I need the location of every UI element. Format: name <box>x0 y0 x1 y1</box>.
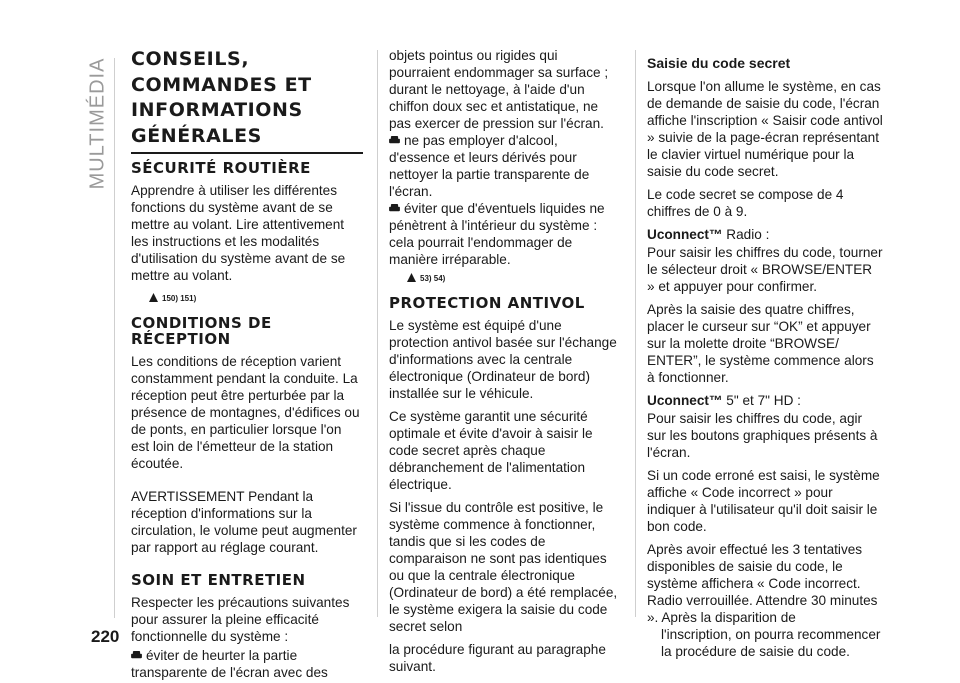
list-item <box>131 647 363 664</box>
list-item-text: ne pas employer d'alcool, d'essence et leurs dérivés pour nettoyer la partie transparente de l'écran. <box>389 133 590 199</box>
paragraph-radio: Pour saisir les chiffres du code, tourner le sélecteur droit « BROWSE/ENTER » et appuyer pour confirmer. <box>647 245 883 294</box>
main-title-line: CONSEILS, <box>131 48 250 70</box>
paragraph-apres: Après la saisie des quatre chiffres, placer le curseur sur “OK” et appuyer sur la molette droite “BROWSE/ ENTER”, le système commence alors à fonctionner. <box>647 302 874 385</box>
paragraph-tentatives: Après avoir effectué les 3 tentatives disponibles de saisie du code, le système affichera « Code incorrect. Radio verrouillée. Attendre 30 minutes ». Après la disparition de <box>647 542 878 625</box>
paragraph-saisie-2: Le code secret se compose de 4 chiffres de 0 à 9. <box>647 187 844 219</box>
heading-securite: SÉCURITÉ ROUTIÈRE <box>131 158 311 177</box>
main-title-line: GÉNÉRALES <box>131 124 262 147</box>
paragraph-saisie-1: Lorsque l'on allume le système, en cas de demande de saisie du code, l'écran affiche l'inscription « Saisir code antivol » suivie de la page-écran représentant le clavier virtuel numérique pour la saisie du code secret. <box>647 79 883 179</box>
paragraph-continued: objets pointus ou rigides qui pourraient endommager sa surface ; durant le nettoyage, à l'aide d'un chiffon doux sec et antistatique, ne pas exercer de pression sur l'écran. <box>389 48 609 131</box>
column-3 <box>647 55 883 666</box>
uconnect-variant: 5" et 7" HD : <box>722 393 801 408</box>
page-number: 220 <box>91 627 120 646</box>
list-item-text: éviter que d'éventuels liquides ne pénètrent à l'intérieur du système : cela pourrait l'endommager de manière irréparable. <box>389 201 605 267</box>
heading-soin: SOIN ET ENTRETIEN <box>131 570 306 589</box>
chapter-tab-label: MULTIMÉDIA <box>86 57 109 189</box>
subheading-uconnect-hd <box>647 392 883 409</box>
car-bullet-icon <box>389 136 400 145</box>
subheading-uconnect-radio <box>647 226 883 243</box>
heading-conditions-2: RÉCEPTION <box>131 329 231 348</box>
list-item <box>389 132 621 200</box>
list-item-text: éviter de heurter la partie <box>146 647 298 663</box>
reference-numbers: 53) 54) <box>420 274 446 283</box>
reference-numbers: 150) 151) <box>162 293 197 303</box>
heading-saisie: Saisie du code secret <box>647 55 791 71</box>
paragraph-antivol-2: Ce système garantit une sécurité optimale et évite d'avoir à saisir le code secret après chaque débranchement de l'alimentation électrique. <box>389 409 593 492</box>
list-item <box>389 200 621 268</box>
paragraph-conditions: Les conditions de réception varient constamment pendant la conduite. La réception peut être perturbée par la présence de montagnes, d'édifices ou de ponts, en particulier lorsque l'on est loin de l'émetteur de la station écoutée. <box>131 353 360 471</box>
uconnect-variant: Radio : <box>722 227 770 242</box>
uconnect-brand: Uconnect™ <box>647 393 723 408</box>
column-divider <box>377 50 378 617</box>
car-bullet-icon <box>131 651 142 660</box>
paragraph-tentatives-indented: l'inscription, on pourra recommencer la procédure de saisie du code. <box>661 627 881 659</box>
paragraph-antivol-3: Si l'issue du contrôle est positive, le système commence à fonctionner, tandis que si les codes de comparaison ne sont pas identiques ou que la centrale électronique (Ordinateur de bord) a été remplacée, le système exigera la saisie du code secret selon <box>389 500 618 634</box>
main-title-line: COMMANDES ET <box>131 73 312 96</box>
paragraph-antivol-1: Le système est équipé d'une protection antivol basée sur l'échange d'informations avec la centrale électronique (Ordinateur de bord) installée sur le véhicule. <box>389 318 617 401</box>
list-item-cont: transparente de l'écran avec des <box>131 664 328 680</box>
warning-ref-icon <box>149 293 158 302</box>
paragraph-hd: Pour saisir les chiffres du code, agir sur les boutons graphiques présents à l'écran. <box>647 411 878 460</box>
reference-marks <box>149 290 363 307</box>
title-rule <box>131 152 363 154</box>
paragraph-antivol-4: la procédure figurant au paragraphe suivant. <box>389 642 606 674</box>
column-1 <box>131 50 363 681</box>
column-2 <box>389 47 621 681</box>
heading-conditions: CONDITIONS DE <box>131 313 272 332</box>
main-title-line: INFORMATIONS <box>131 99 303 121</box>
warning-ref-icon <box>407 273 416 282</box>
chapter-tab <box>86 58 110 188</box>
paragraph-soin: Respecter les précautions suivantes pour assurer la pleine efficacité fonctionnelle du système : <box>131 594 350 644</box>
paragraph-erreur: Si un code erroné est saisi, le système affiche « Code incorrect » pour indiquer à l'utilisateur qu'il doit saisir le bon code. <box>647 468 880 534</box>
main-title <box>131 50 363 146</box>
paragraph-securite: Apprendre à utiliser les différentes fonctions du système avant de se mettre au volant. Lire attentivement les instructions et les modalités d'utilisation du système avant de se mettre au volant. <box>131 182 346 283</box>
paragraph-avertissement: AVERTISSEMENT Pendant la réception d'informations sur la circulation, le volume peut augmenter par rapport au réglage courant. <box>131 488 357 555</box>
column-divider <box>635 50 636 617</box>
side-divider <box>114 58 115 618</box>
heading-antivol: PROTECTION ANTIVOL <box>389 294 585 312</box>
uconnect-brand: Uconnect™ <box>647 227 723 242</box>
car-bullet-icon <box>389 204 400 213</box>
reference-marks <box>407 270 621 287</box>
